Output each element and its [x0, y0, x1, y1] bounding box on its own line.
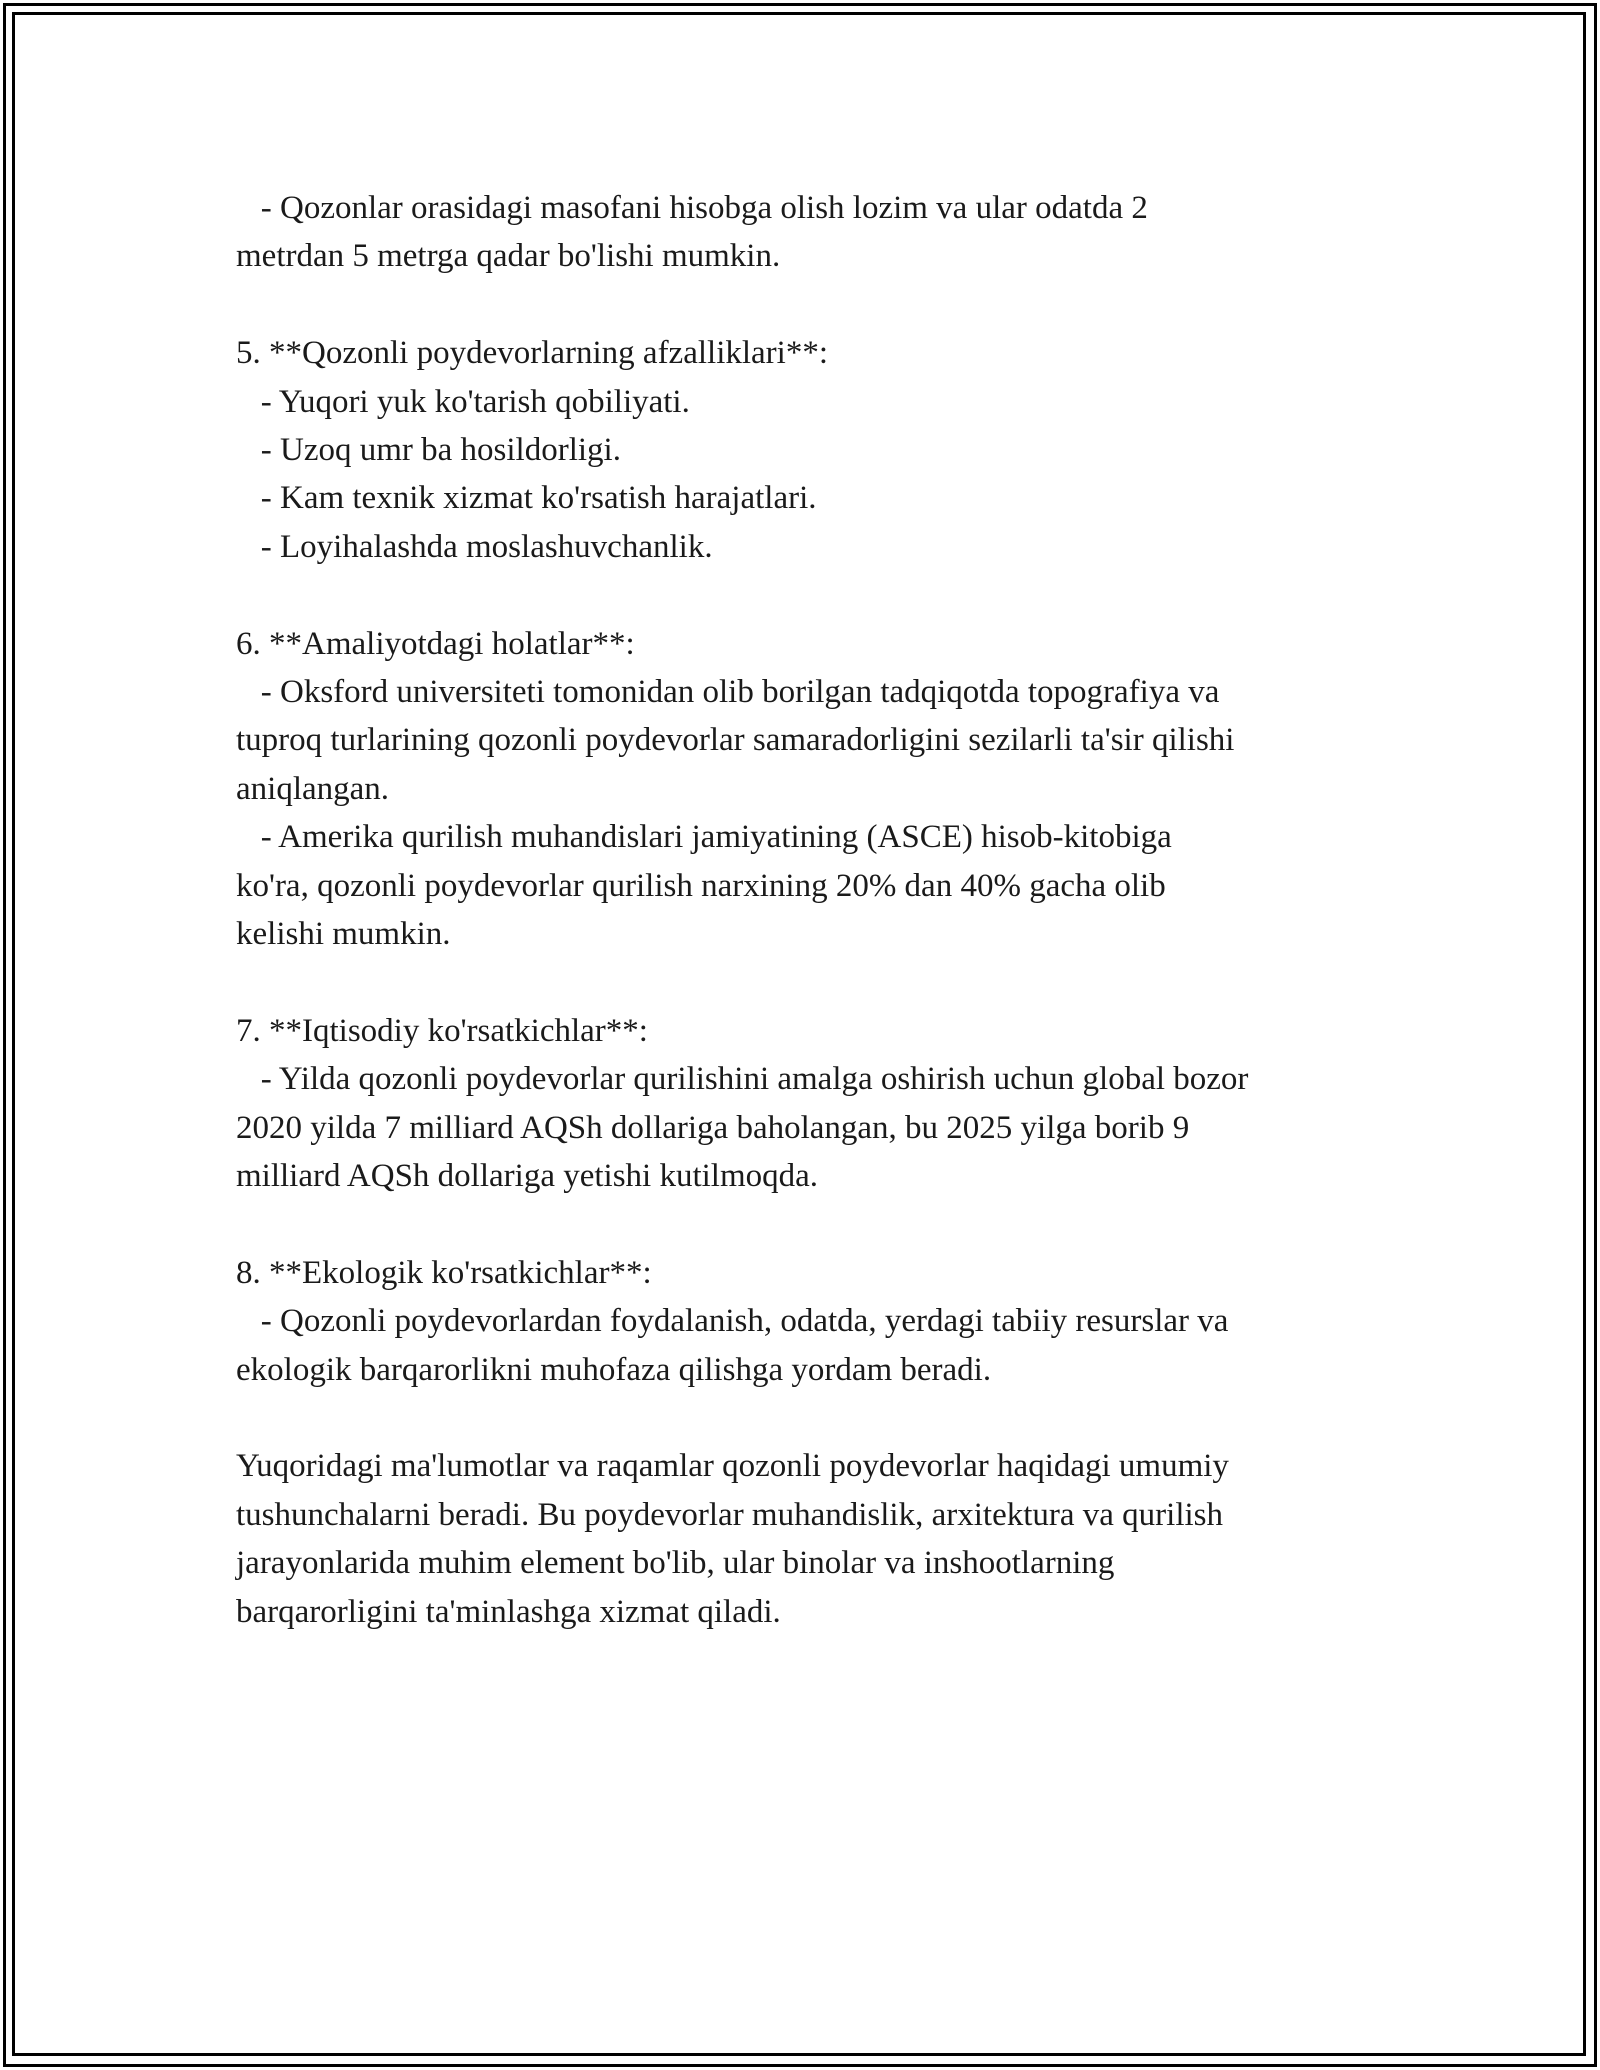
section-heading: 8. **Ekologik ko'rsatkichlar**:: [236, 1254, 652, 1291]
blank-line: [236, 1200, 1376, 1248]
text-line: milliard AQSh dollariga yetishi kutilmoqda.: [236, 1158, 819, 1195]
section-heading: 6. **Amaliyotdagi holatlar**:: [236, 625, 635, 662]
list-item: - Oksford universiteti tomonidan olib borilgan tadqiqotda topografiya va: [236, 674, 1220, 711]
section-heading: 7. **Iqtisodiy ko'rsatkichlar**:: [236, 1012, 648, 1049]
text-line: - Qozonlar orasidagi masofani hisobga olish lozim va ular odatda 2: [236, 190, 1148, 226]
blank-line: [236, 571, 1376, 619]
list-item: - Yilda qozonli poydevorlar qurilishini amalga oshirish uchun global bozor: [236, 1061, 1249, 1098]
text-line: ko'ra, qozonli poydevorlar qurilish narxining 20% dan 40% gacha olib: [236, 867, 1166, 904]
list-item: - Kam texnik xizmat ko'rsatish harajatlari.: [236, 480, 817, 517]
conclusion-line: jarayonlarida muhim element bo'lib, ular binolar va inshootlarning: [236, 1545, 1115, 1582]
list-item: - Yuqori yuk ko'tarish qobiliyati.: [236, 383, 690, 420]
list-item: - Amerika qurilish muhandislari jamiyatining (ASCE) hisob-kitobiga: [236, 819, 1172, 856]
text-line: metrdan 5 metrga qadar bo'lishi mumkin.: [236, 238, 781, 275]
blank-line: [236, 1394, 1376, 1442]
text-line: 2020 yilda 7 milliard AQSh dollariga baholangan, bu 2025 yilga borib 9: [236, 1109, 1190, 1146]
blank-line: [236, 958, 1376, 1006]
text-line: aniqlangan.: [236, 770, 390, 807]
blank-line: [236, 281, 1376, 329]
conclusion-line: tushunchalarni beradi. Bu poydevorlar muhandislik, arxitektura va qurilish: [236, 1496, 1224, 1533]
list-item: - Uzoq umr ba hosildorligi.: [236, 432, 621, 469]
conclusion-line: barqarorligini ta'minlashga xizmat qiladi.: [236, 1593, 781, 1630]
text-line: tuproq turlarining qozonli poydevorlar samaradorligini sezilarli ta'sir qilishi: [236, 722, 1235, 759]
text-line: kelishi mumkin.: [236, 916, 451, 953]
text-line: ekologik barqarorlikni muhofaza qilishga yordam beradi.: [236, 1351, 992, 1388]
list-item: - Loyihalashda moslashuvchanlik.: [236, 528, 713, 565]
conclusion-line: Yuqoridagi ma'lumotlar va raqamlar qozonli poydevorlar haqidagi umumiy: [236, 1448, 1229, 1485]
list-item: - Qozonli poydevorlardan foydalanish, odatda, yerdagi tabiiy resurslar va: [236, 1303, 1229, 1340]
section-heading: 5. **Qozonli poydevorlarning afzalliklari**:: [236, 335, 829, 372]
document-body: [236, 184, 1376, 1636]
